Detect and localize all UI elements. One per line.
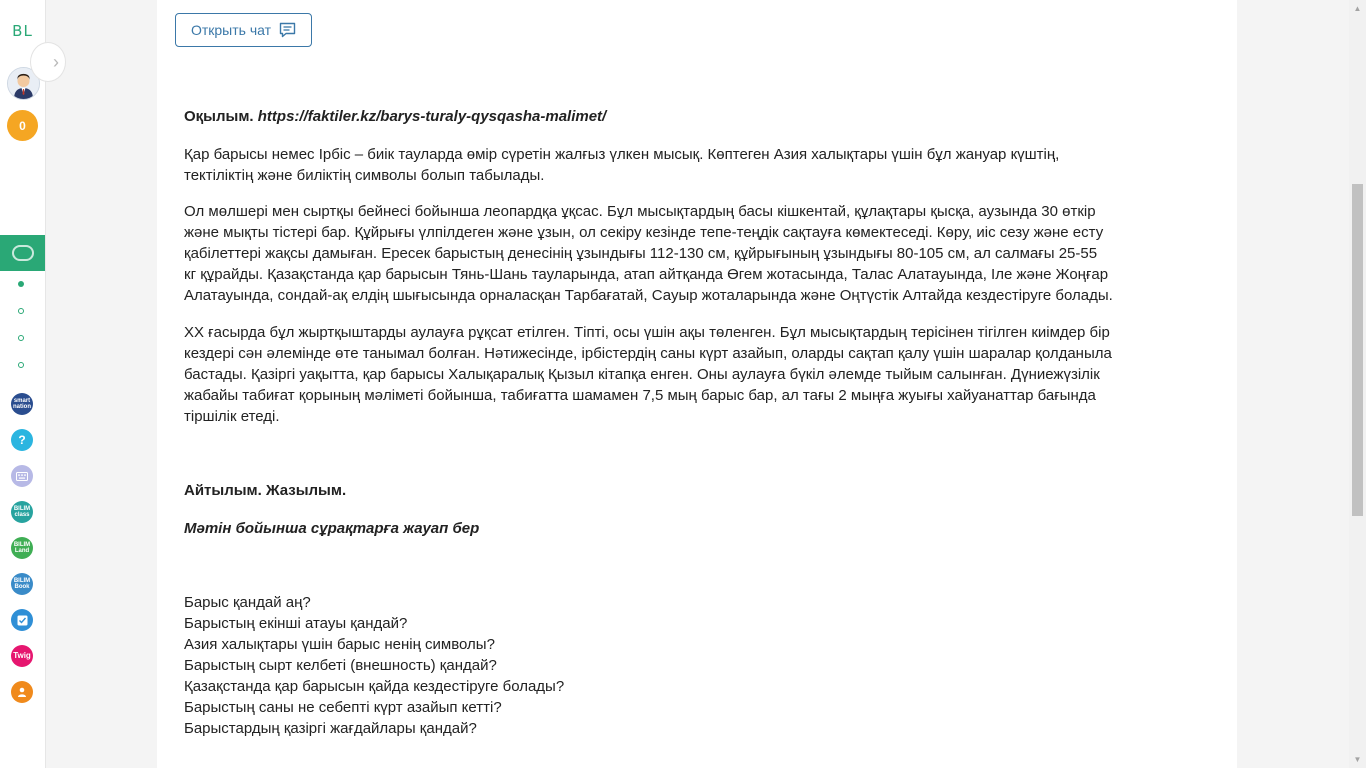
task-instruction: Мәтін бойынша сұрақтарға жауап бер: [184, 520, 480, 537]
bl-logo[interactable]: BL: [12, 22, 33, 40]
open-chat-button[interactable]: [175, 13, 312, 47]
reading-heading: [184, 106, 606, 127]
app-label: ?: [18, 433, 26, 447]
question-item: Барыс қандай аң?: [184, 594, 311, 611]
paragraph-2: [184, 201, 1214, 306]
lesson-card: [157, 0, 1237, 768]
paragraph-3: [184, 322, 1214, 427]
paragraph-line: кг құрайды. Қазақстанда қар барысын Тянь-Шань тауларында, атап айтқанда Өгем жотасында, Талас Алатауында, Іле және Жоңғар: [184, 266, 1109, 283]
question-item: Барыстың екінші атауы қандай?: [184, 615, 408, 632]
paragraph-line: Ол мөлшері мен сыртқы бейнесі бойынша леопардқа ұқсас. Бұл мысықтардың басы кішкентай, құлақтары қысқа, аузында 30 өткір: [184, 203, 1096, 220]
scrollbar-thumb[interactable]: [1352, 184, 1363, 516]
step-indicator[interactable]: [18, 362, 24, 368]
app-label: BILIM Land: [13, 542, 31, 554]
bilimbook-icon[interactable]: [11, 573, 33, 595]
paragraph-line: Қар барысы немес Ірбіс – биік тауларда өмір сүретін жалғыз үлкен мысық. Көптеген Азия халықтары үшін бұл жануар күштің,: [184, 146, 1060, 163]
app-label: BILIM class: [13, 506, 31, 518]
smart-nation-icon[interactable]: [11, 393, 33, 415]
reading-source-link[interactable]: https://faktiler.kz/barys-turaly-qysqasha-malimet/: [257, 108, 607, 125]
help-icon[interactable]: [11, 429, 33, 451]
question-item: Барыстың сырт келбеті (внешность) қандай?: [184, 657, 497, 674]
paragraph-line: қабілеттері жақсы дамыған. Ересек барыстың денесінің ұзындығы 112-130 см, құйрығының ұзындығы 80-105 см, ал салмағы 25-55: [184, 245, 1098, 262]
bilimclass-icon[interactable]: [11, 501, 33, 523]
sidebar-expand-button[interactable]: [30, 42, 66, 82]
keyboard-glyph-icon: [16, 472, 28, 481]
test-icon[interactable]: [11, 609, 33, 631]
person-icon: [16, 686, 28, 698]
step-indicator[interactable]: [18, 335, 24, 341]
step-indicator[interactable]: [18, 308, 24, 314]
bilimland-icon[interactable]: [11, 537, 33, 559]
paragraph-line: Алатауында, сондай-ақ елдің шығысында орналасқан Тарбағатай, Сауыр жоталарында және Оңтүстік Алтайда кездестіруге болады.: [184, 287, 1113, 304]
chevron-right-icon: ›: [53, 51, 59, 72]
speaking-writing-heading: Айтылым. Жазылым.: [184, 482, 347, 499]
question-item: Барыстардың қазіргі жағдайлары қандай?: [184, 720, 477, 737]
page-scrollbar[interactable]: [1349, 0, 1366, 768]
keyboard-icon[interactable]: [11, 465, 33, 487]
app-label: BILIM Book: [13, 578, 31, 590]
reading-label: Оқылым.: [184, 108, 254, 125]
paragraph-line: тектіліктің және биліктің символы болып табылады.: [184, 167, 545, 184]
scroll-up-arrow-icon[interactable]: ▲: [1353, 4, 1362, 13]
paragraph-line: бастады. Қазіргі уақытта, қар барысы Халықаралық Қызыл кітапқа енген. Оны аулауға бүкіл әлемде тыйым салынған. Дүниежүзілік: [184, 366, 1100, 383]
paragraph-line: ХХ ғасырда бұл жыртқыштарды аулауға рұқсат етілген. Тіпті, осы үшін ақы төленген. Бұл мысықтардың терісінен тігілген киімдер бір: [184, 324, 1110, 341]
paragraph-line: және мықты тістері бар. Құйрығы үлпілдеген және ұзын, ол секіру кезінде тепе-теңдік сақтауға көмектеседі. Көру, иіс сезу және есту: [184, 224, 1104, 241]
coin-counter[interactable]: 0: [7, 110, 38, 141]
app-label: smart nation: [13, 398, 31, 410]
sidebar-item-active[interactable]: [0, 235, 45, 271]
chat-icon: [279, 22, 296, 38]
imektep-icon[interactable]: [11, 681, 33, 703]
paragraph-line: кездері сән әлемінде өте танымал болған. Нәтижесінде, ірбістердің саны күрт азайып, оларды сақтап қалу үшін шаралар қолданыла: [184, 345, 1112, 362]
course-icon: [12, 245, 34, 261]
paragraph-line: тіршілік етеді.: [184, 408, 280, 425]
question-item: Қазақстанда қар барысын қайда кездестіруге болады?: [184, 678, 565, 695]
app-label: Twig: [13, 651, 31, 660]
question-item: Барыстың саны не себепті күрт азайып кетті?: [184, 699, 502, 716]
scroll-down-arrow-icon[interactable]: ▼: [1353, 755, 1362, 764]
checklist-icon: [17, 615, 28, 626]
paragraph-1: [184, 144, 1214, 186]
open-chat-label: Открыть чат: [190, 22, 272, 38]
twig-icon[interactable]: [11, 645, 33, 667]
question-item: Азия халықтары үшін барыс ненің символы?: [184, 636, 495, 653]
step-indicator-active[interactable]: [18, 281, 24, 287]
sidebar: [0, 0, 59, 768]
paragraph-line: жабайы табиғат қорының мәліметі бойынша, табиғатта шамамен 7,5 мың барыс бар, ал тағы 2 мыңға жуығы хайуанаттар бағында: [184, 387, 1096, 404]
